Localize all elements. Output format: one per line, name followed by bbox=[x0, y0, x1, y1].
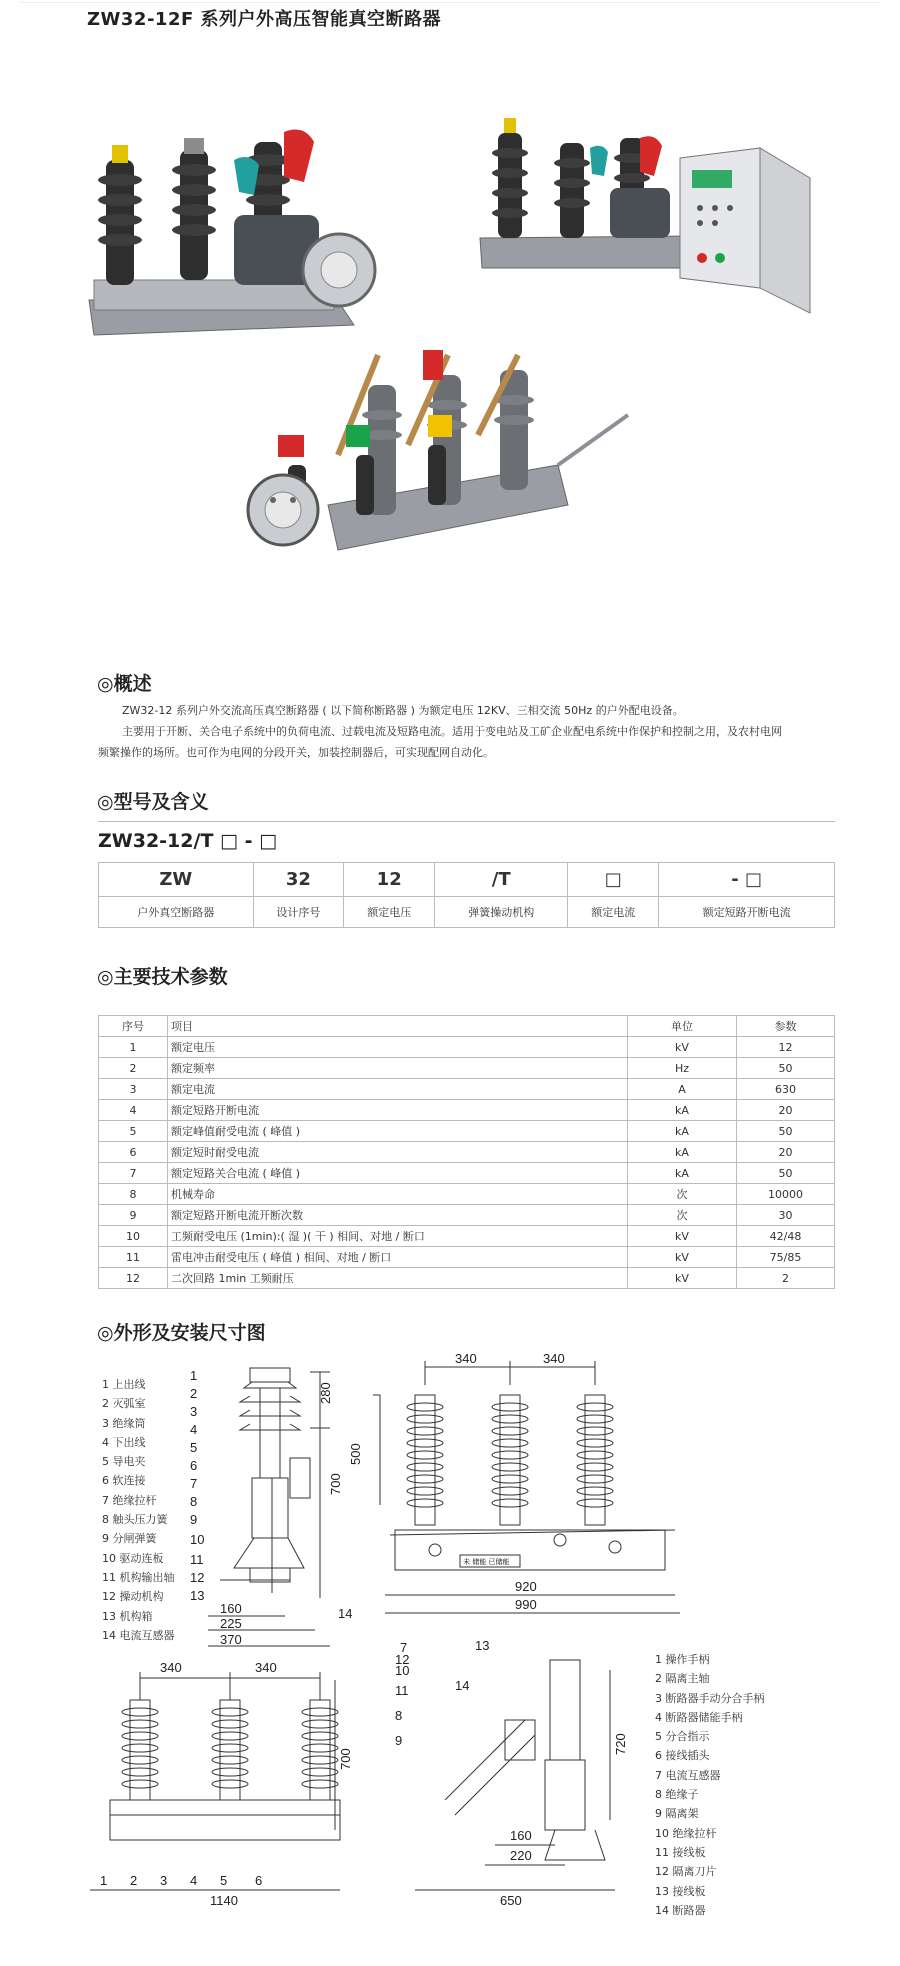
params-cell: 工频耐受电压 (1min):( 湿 )( 干 ) 相间、对地 / 断口 bbox=[168, 1226, 628, 1247]
insulator-shed bbox=[302, 1768, 338, 1776]
legend-item: 2 灭弧室 bbox=[102, 1397, 146, 1411]
iso2-callout-number: 14 bbox=[455, 1678, 470, 1693]
legend-item: 11 机构输出轴 bbox=[102, 1570, 175, 1584]
isolator-side-drawing bbox=[395, 1640, 635, 1930]
side-callout-number: 12 bbox=[190, 1570, 205, 1585]
insulator-body bbox=[310, 1700, 330, 1800]
iso2-callout-number: 7 bbox=[400, 1640, 408, 1655]
model-meaning-cell: 户外真空断路器 bbox=[99, 897, 254, 928]
legend-item: 8 绝缘子 bbox=[655, 1788, 699, 1802]
iso2-callout-number: 10 bbox=[395, 1663, 410, 1678]
insulator-shed bbox=[302, 1756, 338, 1764]
params-cell: 30 bbox=[737, 1205, 835, 1226]
params-row bbox=[99, 1268, 835, 1289]
params-cell: 2 bbox=[99, 1058, 168, 1079]
insulator-shed bbox=[122, 1756, 158, 1764]
iso-dim-h: 700 bbox=[338, 1748, 353, 1770]
insulator-shed bbox=[212, 1732, 248, 1740]
iso2-callout-number: 8 bbox=[395, 1708, 403, 1723]
insulator-shed bbox=[407, 1439, 443, 1447]
insulator-body bbox=[220, 1700, 240, 1800]
iso2-callout-number: 12 bbox=[395, 1652, 410, 1667]
params-cell: 12 bbox=[737, 1037, 835, 1058]
insulator-body bbox=[130, 1700, 150, 1800]
params-cell: kA bbox=[628, 1142, 737, 1163]
params-cell: 12 bbox=[99, 1268, 168, 1289]
params-cell: 7 bbox=[99, 1163, 168, 1184]
params-cell: 11 bbox=[99, 1247, 168, 1268]
iso-callout-number: 5 bbox=[220, 1873, 228, 1888]
model-meaning-cell: 额定电压 bbox=[344, 897, 435, 928]
params-cell: kA bbox=[628, 1121, 737, 1142]
model-meaning-table bbox=[98, 862, 835, 928]
params-cell: 额定频率 bbox=[168, 1058, 628, 1079]
params-row bbox=[99, 1100, 835, 1121]
params-cell: 额定短路关合电流 ( 峰值 ) bbox=[168, 1163, 628, 1184]
insulator-shed bbox=[577, 1451, 613, 1459]
side-callout-number: 9 bbox=[190, 1512, 198, 1527]
side-callout-number: 14 bbox=[338, 1606, 353, 1621]
params-cell: 二次回路 1min 工频耐压 bbox=[168, 1268, 628, 1289]
iso2-callout-number: 11 bbox=[395, 1683, 409, 1698]
insulator-shed bbox=[407, 1499, 443, 1507]
params-cell: kA bbox=[628, 1163, 737, 1184]
front-dim-pitch2: 340 bbox=[543, 1351, 565, 1366]
legend-item: 7 电流互感器 bbox=[655, 1768, 721, 1782]
iso-view-drawing bbox=[80, 1660, 380, 1920]
side-dim-d2: 225 bbox=[220, 1616, 242, 1631]
iso2-dim-d1: 160 bbox=[510, 1828, 532, 1843]
params-row bbox=[99, 1247, 835, 1268]
insulator-shed bbox=[302, 1780, 338, 1788]
model-code-cell: ZW bbox=[99, 863, 254, 897]
legend-item: 2 隔离主轴 bbox=[655, 1672, 710, 1686]
insulator-shed bbox=[212, 1744, 248, 1752]
params-cell: 额定电流 bbox=[168, 1079, 628, 1100]
legend-item: 1 操作手柄 bbox=[655, 1653, 710, 1666]
insulator-shed bbox=[492, 1475, 528, 1483]
insulator-shed bbox=[212, 1720, 248, 1728]
legend-item: 6 接线插头 bbox=[655, 1749, 710, 1763]
insulator-shed bbox=[122, 1720, 158, 1728]
insulator-shed bbox=[492, 1439, 528, 1447]
side-callout-number: 13 bbox=[190, 1588, 205, 1603]
insulator-shed bbox=[407, 1403, 443, 1411]
product-photo-with-controller bbox=[470, 118, 840, 348]
legend-item: 3 绝缘筒 bbox=[102, 1416, 146, 1430]
legend-item: 13 机构箱 bbox=[102, 1609, 153, 1623]
insulator-shed bbox=[122, 1768, 158, 1776]
params-cell: kV bbox=[628, 1037, 737, 1058]
params-cell: 9 bbox=[99, 1205, 168, 1226]
insulator-shed bbox=[577, 1403, 613, 1411]
legend-side-view bbox=[102, 1375, 175, 1645]
insulator-shed bbox=[407, 1415, 443, 1423]
overview-heading: ◎概述 bbox=[97, 673, 152, 695]
insulator-shed bbox=[492, 1463, 528, 1471]
iso-dim-w: 1140 bbox=[210, 1893, 238, 1908]
insulator-shed bbox=[212, 1768, 248, 1776]
params-row bbox=[99, 1226, 835, 1247]
legend-item: 1 上出线 bbox=[102, 1378, 146, 1391]
side-callout-number: 5 bbox=[190, 1440, 198, 1455]
model-meaning-cell: 弹簧操动机构 bbox=[435, 897, 568, 928]
params-cell: 2 bbox=[737, 1268, 835, 1289]
insulator-shed bbox=[122, 1744, 158, 1752]
params-heading: ◎主要技术参数 bbox=[97, 966, 228, 988]
params-header: 项目 bbox=[168, 1016, 628, 1037]
overview-p2b: 频繁操作的场所。也可作为电网的分段开关，加装控制器后，可实现配网自动化。 bbox=[98, 746, 494, 759]
legend-item: 14 断路器 bbox=[655, 1903, 706, 1917]
front-panel-text: 未 储能 已储能 bbox=[463, 1558, 510, 1566]
insulator-shed bbox=[302, 1744, 338, 1752]
side-callout-number: 8 bbox=[190, 1494, 198, 1509]
params-cell: 6 bbox=[99, 1142, 168, 1163]
insulator-shed bbox=[492, 1451, 528, 1459]
model-heading: ◎型号及含义 bbox=[97, 791, 209, 813]
page-title: ZW32-12F 系列户外高压智能真空断路器 bbox=[87, 9, 442, 30]
side-callout-number: 10 bbox=[190, 1532, 205, 1547]
legend-item: 4 下出线 bbox=[102, 1435, 146, 1449]
model-meaning-cell: 设计序号 bbox=[253, 897, 344, 928]
params-row bbox=[99, 1058, 835, 1079]
legend-item: 11 接线板 bbox=[655, 1845, 706, 1859]
legend-item: 10 驱动连板 bbox=[102, 1551, 164, 1565]
front-dim-pitch1: 340 bbox=[455, 1351, 477, 1366]
model-meaning-cell: 额定短路开断电流 bbox=[659, 897, 835, 928]
side-view-drawing bbox=[190, 1358, 370, 1648]
insulator-shed bbox=[577, 1463, 613, 1471]
insulator-shed bbox=[492, 1403, 528, 1411]
front-dim-h1: 500 bbox=[348, 1443, 363, 1465]
legend-item: 12 操动机构 bbox=[102, 1590, 164, 1604]
insulator-shed bbox=[407, 1463, 443, 1471]
model-code-cell: □ bbox=[568, 863, 659, 897]
model-code: ZW32-12/T □ - □ bbox=[98, 830, 278, 852]
iso2-dim-w: 650 bbox=[500, 1893, 522, 1908]
params-cell: 75/85 bbox=[737, 1247, 835, 1268]
legend-item: 9 分闸弹簧 bbox=[102, 1532, 157, 1546]
insulator-shed bbox=[212, 1780, 248, 1788]
insulator-shed bbox=[407, 1487, 443, 1495]
params-header: 参数 bbox=[737, 1016, 835, 1037]
top-divider bbox=[20, 2, 880, 3]
model-divider-top bbox=[98, 821, 835, 822]
params-cell: Hz bbox=[628, 1058, 737, 1079]
side-callout-number: 1 bbox=[190, 1368, 198, 1383]
params-cell: 20 bbox=[737, 1142, 835, 1163]
params-row bbox=[99, 1205, 835, 1226]
params-cell: 额定短时耐受电流 bbox=[168, 1142, 628, 1163]
params-row bbox=[99, 1037, 835, 1058]
insulator-shed bbox=[407, 1475, 443, 1483]
legend-item: 7 绝缘拉杆 bbox=[102, 1493, 157, 1507]
params-cell: 50 bbox=[737, 1058, 835, 1079]
side-callout-number: 4 bbox=[190, 1422, 198, 1437]
iso2-callout-number: 9 bbox=[395, 1733, 403, 1748]
iso-callout-number: 3 bbox=[160, 1873, 168, 1888]
params-cell: 4 bbox=[99, 1100, 168, 1121]
insulator-shed bbox=[492, 1487, 528, 1495]
legend-item: 5 分合指示 bbox=[655, 1730, 710, 1744]
params-cell: 次 bbox=[628, 1205, 737, 1226]
insulator-shed bbox=[407, 1427, 443, 1435]
legend-item: 13 接线板 bbox=[655, 1884, 706, 1898]
params-cell: 10000 bbox=[737, 1184, 835, 1205]
legend-item: 8 触头压力簧 bbox=[102, 1513, 168, 1527]
iso2-dim-d2: 220 bbox=[510, 1848, 532, 1863]
params-header: 序号 bbox=[99, 1016, 168, 1037]
insulator-shed bbox=[492, 1427, 528, 1435]
product-photo-front bbox=[84, 120, 384, 350]
iso-callout-number: 4 bbox=[190, 1873, 198, 1888]
params-cell: 额定峰值耐受电流 ( 峰值 ) bbox=[168, 1121, 628, 1142]
insulator-shed bbox=[302, 1732, 338, 1740]
insulator-shed bbox=[212, 1708, 248, 1716]
front-dim-w2: 990 bbox=[515, 1597, 537, 1612]
insulator-shed bbox=[407, 1451, 443, 1459]
insulator-shed bbox=[212, 1756, 248, 1764]
params-cell: kV bbox=[628, 1268, 737, 1289]
legend-item: 3 断路器手动分合手柄 bbox=[655, 1691, 765, 1705]
insulator-shed bbox=[577, 1415, 613, 1423]
controller-disc-photo bbox=[238, 470, 328, 555]
model-code-cell: 32 bbox=[253, 863, 344, 897]
insulator-shed bbox=[577, 1499, 613, 1507]
params-cell: 额定电压 bbox=[168, 1037, 628, 1058]
params-cell: kA bbox=[628, 1100, 737, 1121]
params-cell: 42/48 bbox=[737, 1226, 835, 1247]
model-code-cell: /T bbox=[435, 863, 568, 897]
legend-item: 4 断路器储能手柄 bbox=[655, 1710, 743, 1724]
params-cell: kV bbox=[628, 1226, 737, 1247]
side-callout-number: 6 bbox=[190, 1458, 198, 1473]
params-row bbox=[99, 1184, 835, 1205]
params-cell: kV bbox=[628, 1247, 737, 1268]
iso-dim-pitch1: 340 bbox=[160, 1660, 182, 1675]
drawings-heading: ◎外形及安装尺寸图 bbox=[97, 1322, 266, 1344]
insulator-shed bbox=[302, 1708, 338, 1716]
params-table bbox=[98, 1015, 835, 1289]
params-cell: 雷电冲击耐受电压 ( 峰值 ) 相间、对地 / 断口 bbox=[168, 1247, 628, 1268]
params-cell: 额定短路开断电流开断次数 bbox=[168, 1205, 628, 1226]
side-callout-number: 2 bbox=[190, 1386, 198, 1401]
params-cell: 1 bbox=[99, 1037, 168, 1058]
side-dim-height: 280 bbox=[318, 1382, 333, 1404]
params-cell: 50 bbox=[737, 1121, 835, 1142]
iso-callout-number: 2 bbox=[130, 1873, 138, 1888]
insulator-shed bbox=[122, 1708, 158, 1716]
insulator-shed bbox=[122, 1780, 158, 1788]
iso2-callout-number: 13 bbox=[475, 1638, 490, 1653]
insulator-shed bbox=[492, 1415, 528, 1423]
params-row bbox=[99, 1121, 835, 1142]
params-cell: 次 bbox=[628, 1184, 737, 1205]
params-cell: 8 bbox=[99, 1184, 168, 1205]
front-dim-w1: 920 bbox=[515, 1579, 537, 1594]
params-cell: 额定短路开断电流 bbox=[168, 1100, 628, 1121]
model-code-cell: 12 bbox=[344, 863, 435, 897]
side-callout-number: 11 bbox=[190, 1552, 204, 1567]
insulator-shed bbox=[302, 1720, 338, 1728]
overview-p1: ZW32-12 系列户外交流高压真空断路器 ( 以下简称断路器 ) 为额定电压 12KV、三相交流 50Hz 的户外配电设备。 bbox=[122, 704, 684, 717]
legend-item: 9 隔离架 bbox=[655, 1807, 699, 1821]
insulator-shed bbox=[577, 1427, 613, 1435]
params-row bbox=[99, 1163, 835, 1184]
insulator-shed bbox=[122, 1732, 158, 1740]
front-dim-h2: 700 bbox=[328, 1473, 343, 1495]
side-callout-number: 7 bbox=[190, 1476, 198, 1491]
params-cell: 3 bbox=[99, 1079, 168, 1100]
iso-callout-number: 6 bbox=[255, 1873, 263, 1888]
legend-item: 6 软连接 bbox=[102, 1474, 146, 1488]
insulator-shed bbox=[492, 1499, 528, 1507]
params-row bbox=[99, 1142, 835, 1163]
iso2-dim-h: 720 bbox=[613, 1733, 628, 1755]
side-dim-d1: 160 bbox=[220, 1601, 242, 1616]
legend-item: 12 隔离刀片 bbox=[655, 1865, 717, 1879]
iso-callout-number: 1 bbox=[100, 1873, 108, 1888]
params-cell: 5 bbox=[99, 1121, 168, 1142]
legend-isolator bbox=[655, 1650, 765, 1920]
insulator-shed bbox=[577, 1439, 613, 1447]
params-row bbox=[99, 1079, 835, 1100]
legend-item: 5 导电夹 bbox=[102, 1455, 146, 1469]
params-cell: 20 bbox=[737, 1100, 835, 1121]
params-cell: 630 bbox=[737, 1079, 835, 1100]
side-callout-number: 3 bbox=[190, 1404, 198, 1419]
overview-paragraph bbox=[98, 700, 838, 763]
params-cell: 50 bbox=[737, 1163, 835, 1184]
overview-p2a: 主要用于开断、关合电子系统中的负荷电流、过载电流及短路电流。适用于变电站及工矿企业配电系统中作保护和控制之用，及农村电网 bbox=[122, 725, 782, 738]
params-cell: 10 bbox=[99, 1226, 168, 1247]
model-meaning-cell: 额定电流 bbox=[568, 897, 659, 928]
params-cell: 机械寿命 bbox=[168, 1184, 628, 1205]
insulator-shed bbox=[577, 1475, 613, 1483]
params-cell: A bbox=[628, 1079, 737, 1100]
params-header: 单位 bbox=[628, 1016, 737, 1037]
legend-item: 10 绝缘拉杆 bbox=[655, 1826, 717, 1840]
side-dim-d3: 370 bbox=[220, 1632, 242, 1647]
insulator-shed bbox=[577, 1487, 613, 1495]
model-code-cell: - □ bbox=[659, 863, 835, 897]
legend-item: 14 电流互感器 bbox=[102, 1628, 175, 1642]
iso-dim-pitch2: 340 bbox=[255, 1660, 277, 1675]
